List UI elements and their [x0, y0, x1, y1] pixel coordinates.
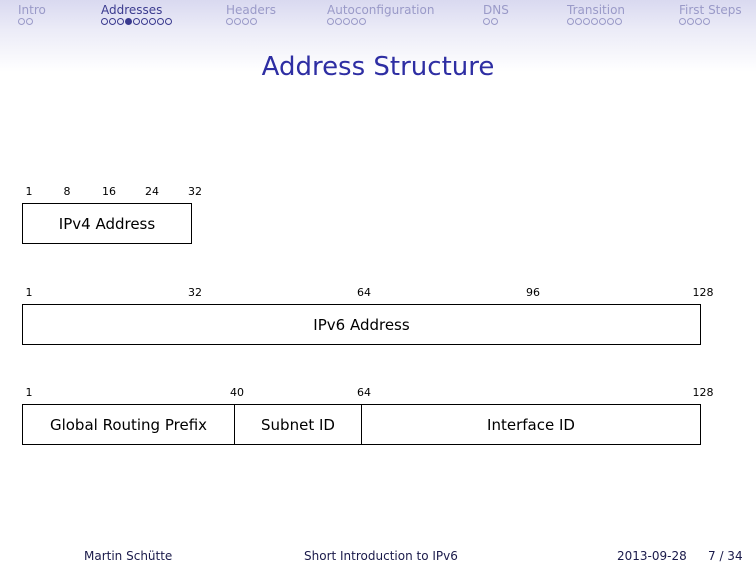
- ipv4-address-label: IPv4 Address: [58, 214, 156, 233]
- slide-dot[interactable]: [567, 18, 574, 25]
- slide-dot[interactable]: [703, 18, 710, 25]
- nav-section-first-steps[interactable]: First Steps: [679, 3, 742, 17]
- tick-label: 8: [63, 185, 71, 198]
- slide-dot[interactable]: [327, 18, 334, 25]
- slide-dot[interactable]: [133, 18, 140, 25]
- tick-label: 64: [357, 386, 371, 399]
- slide-dot[interactable]: [591, 18, 598, 25]
- slide-dot[interactable]: [18, 18, 25, 25]
- subnet-id-box: [234, 404, 362, 445]
- slide-dot[interactable]: [335, 18, 342, 25]
- slide-dot[interactable]: [234, 18, 241, 25]
- tick-label: 16: [102, 185, 116, 198]
- slide-dot[interactable]: [687, 18, 694, 25]
- nav-section-autoconfiguration[interactable]: Autoconfiguration: [327, 3, 435, 17]
- slide-dot[interactable]: [575, 18, 582, 25]
- footer-author: Martin Schütte: [84, 549, 173, 563]
- nav-dots-transition: [567, 18, 622, 25]
- nav-dots-autoconfiguration: [327, 18, 366, 25]
- nav-section-intro[interactable]: Intro: [18, 3, 46, 17]
- nav-section-headers[interactable]: Headers: [226, 3, 276, 17]
- tick-label: 1: [25, 286, 33, 299]
- interface-id-label: Interface ID: [487, 415, 575, 434]
- tick-label: 128: [692, 386, 714, 399]
- tick-label: 1: [25, 185, 33, 198]
- interface-id-box: [361, 404, 701, 445]
- slide-dot[interactable]: [491, 18, 498, 25]
- tick-label: 24: [145, 185, 159, 198]
- slide-dot[interactable]: [141, 18, 148, 25]
- nav-dots-headers: [226, 18, 257, 25]
- tick-label: 40: [230, 386, 244, 399]
- ipv4-address-box: [22, 203, 192, 244]
- slide-dot[interactable]: [695, 18, 702, 25]
- tick-label: 96: [526, 286, 540, 299]
- nav-section-addresses[interactable]: Addresses: [101, 3, 163, 17]
- slide-dot[interactable]: [583, 18, 590, 25]
- subnet-id-label: Subnet ID: [261, 415, 335, 434]
- ipv6-address-label: IPv6 Address: [313, 315, 410, 334]
- slide-dot[interactable]: [109, 18, 116, 25]
- slide-dot[interactable]: [599, 18, 606, 25]
- global-routing-prefix-label: Global Routing Prefix: [49, 415, 208, 434]
- slide-dot[interactable]: [101, 18, 108, 25]
- footer-date: 2013-09-28: [617, 549, 687, 563]
- tick-label: 128: [692, 286, 714, 299]
- ipv6-address-box: [22, 304, 701, 345]
- global-routing-prefix-box: [22, 404, 235, 445]
- slide-dot[interactable]: [165, 18, 172, 25]
- nav-section-dns[interactable]: DNS: [483, 3, 509, 17]
- slide-dot[interactable]: [607, 18, 614, 25]
- slide-dot[interactable]: [157, 18, 164, 25]
- slide-dot[interactable]: [483, 18, 490, 25]
- slide-title: Address Structure: [261, 52, 495, 82]
- slide-dot[interactable]: [117, 18, 124, 25]
- footer-page-number: 7 / 34: [708, 549, 743, 563]
- slide-dot[interactable]: [679, 18, 686, 25]
- footer-talk-title: Short Introduction to IPv6: [304, 549, 458, 563]
- nav-dots-addresses: [101, 18, 172, 25]
- nav-dots-first-steps: [679, 18, 710, 25]
- slide-dot[interactable]: [359, 18, 366, 25]
- slide-dot[interactable]: [615, 18, 622, 25]
- current-slide-dot[interactable]: [125, 18, 132, 25]
- tick-label: 32: [188, 286, 202, 299]
- tick-label: 64: [357, 286, 371, 299]
- slide-dot[interactable]: [226, 18, 233, 25]
- slide-dot[interactable]: [250, 18, 257, 25]
- nav-dots-dns: [483, 18, 498, 25]
- nav-section-transition[interactable]: Transition: [567, 3, 626, 17]
- tick-label: 32: [188, 185, 202, 198]
- slide-dot[interactable]: [26, 18, 33, 25]
- slide-dot[interactable]: [351, 18, 358, 25]
- slide-dot[interactable]: [149, 18, 156, 25]
- slide-dot[interactable]: [242, 18, 249, 25]
- slide-dot[interactable]: [343, 18, 350, 25]
- nav-dots-intro: [18, 18, 33, 25]
- tick-label: 1: [25, 386, 33, 399]
